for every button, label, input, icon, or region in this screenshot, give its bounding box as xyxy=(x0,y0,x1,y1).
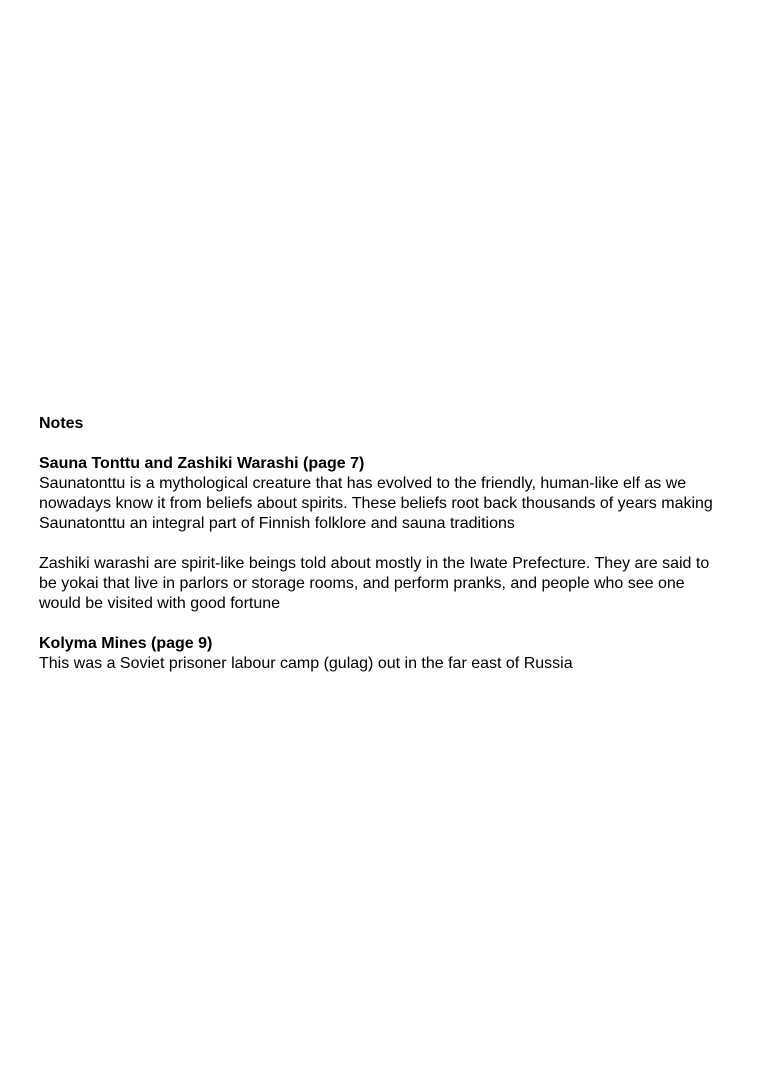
notes-heading: Notes xyxy=(39,415,84,432)
notes-block xyxy=(39,414,729,674)
section-title-sauna-tonttu: Sauna Tonttu and Zashiki Warashi (page 7) xyxy=(39,455,365,472)
section-title-kolyma-mines: Kolyma Mines (page 9) xyxy=(39,635,213,652)
paragraph-kolyma-mines: This was a Soviet prisoner labour camp (gulag) out in the far east of Russia xyxy=(39,655,573,672)
paragraph-saunatonttu: Saunatonttu is a mythological creature that has evolved to the friendly, human-like elf as we nowadays know it from beliefs about spirits. These beliefs root back thousands of years making Saunatonttu an integral part of Finnish folklore and sauna traditions xyxy=(39,475,713,532)
paragraph-zashiki-warashi: Zashiki warashi are spirit-like beings told about mostly in the Iwate Prefecture. They are said to be yokai that live in parlors or storage rooms, and perform pranks, and people who see one would be visited with good fortune xyxy=(39,555,710,612)
